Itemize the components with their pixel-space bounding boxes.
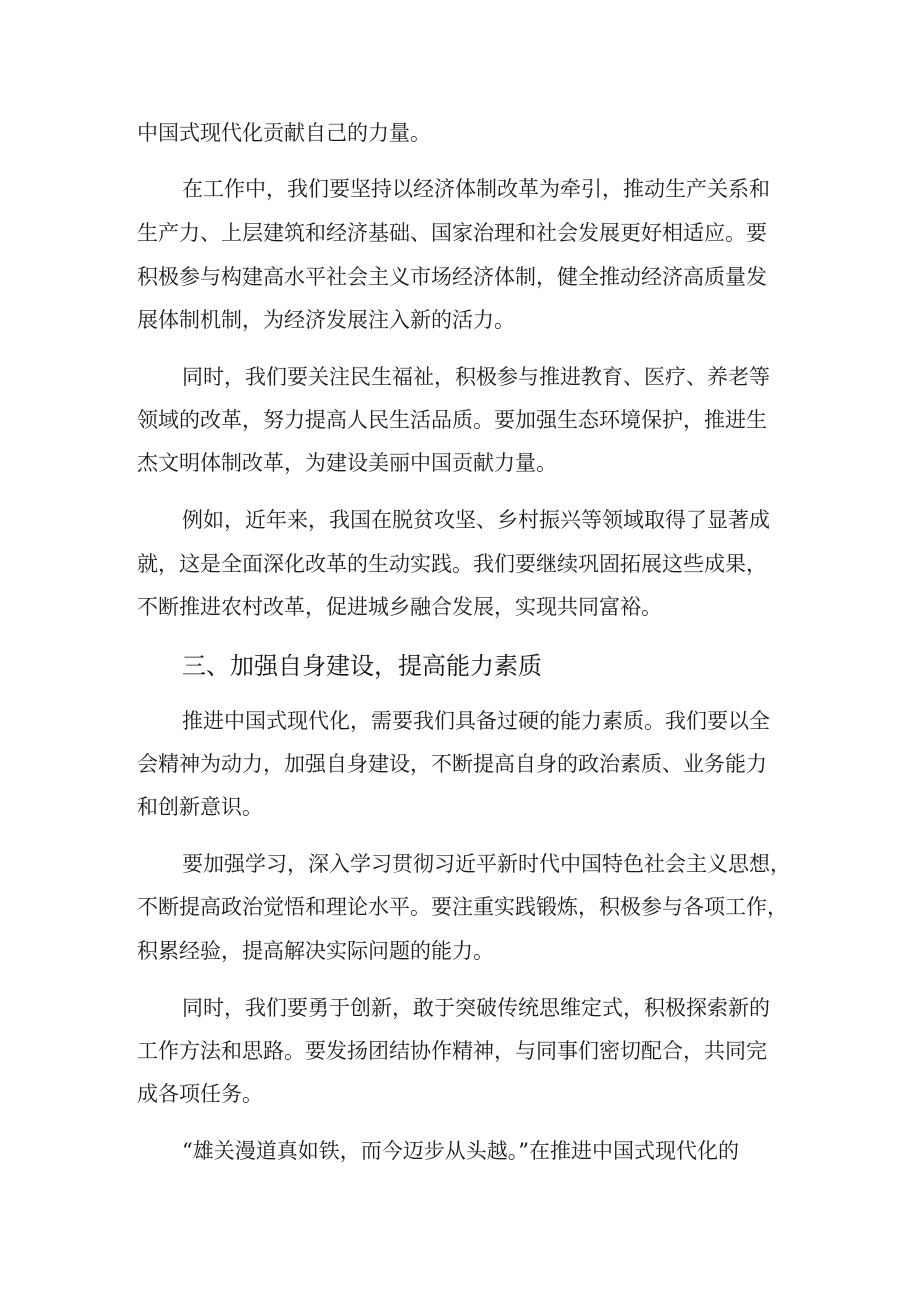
paragraph-line: 杰文明体制改革，为建设美丽中国贡献力量。 (137, 451, 557, 475)
paragraph-line: 积累经验，提高解决实际问题的能力。 (137, 939, 494, 963)
paragraph-line: 同时，我们要关注民生福祉，积极参与推进教育、医疗、养老等 (182, 365, 770, 389)
paragraph-line: 积极参与构建高水平社会主义市场经济体制，健全推动经济高质量发 (137, 265, 767, 289)
section-heading: 三、加强自身建设，提高能力素质 (182, 652, 542, 680)
paragraph-line: 成各项任务。 (137, 1082, 263, 1106)
paragraph-line: 中国式现代化贡献自己的力量。 (137, 121, 431, 145)
paragraph-line: 领域的改革，努力提高人民生活品质。要加强生态环境保护，推进生 (137, 408, 767, 432)
paragraph-line: 生产力、上层建筑和经济基础、国家治理和社会发展更好相适应。要 (137, 221, 767, 245)
paragraph-line: 工作方法和思路。要发扬团结协作精神，与同事们密切配合，共同完 (137, 1039, 767, 1063)
paragraph-line: 在工作中，我们要坚持以经济体制改革为牵引，推动生产关系和 (182, 177, 770, 201)
paragraph-line: 会精神为动力，加强自身建设，不断提高自身的政治素质、业务能力 (137, 752, 767, 776)
paragraph-line: 不断提高政治觉悟和理论水平。要注重实践锻炼，积极参与各项工作， (137, 895, 788, 919)
paragraph-line: 和创新意识。 (137, 795, 263, 819)
paragraph-line: 展体制机制，为经济发展注入新的活力。 (137, 308, 515, 332)
paragraph-line: “雄关漫道真如铁，而今迈步从头越。”在推进中国式现代化的 (182, 1139, 739, 1163)
paragraph-line: 要加强学习，深入学习贯彻习近平新时代中国特色社会主义思想， (182, 852, 791, 876)
paragraph-line: 同时，我们要勇于创新，敢于突破传统思维定式，积极探索新的 (182, 996, 770, 1020)
paragraph-line: 就，这是全面深化改革的生动实践。我们要继续巩固拓展这些成果， (137, 552, 767, 576)
paragraph-line: 例如，近年来，我国在脱贫攻坚、乡村振兴等领域取得了显著成 (182, 508, 770, 532)
paragraph-line: 推进中国式现代化，需要我们具备过硬的能力素质。我们要以全 (182, 709, 770, 733)
paragraph-line: 不断推进农村改革，促进城乡融合发展，实现共同富裕。 (137, 595, 662, 619)
